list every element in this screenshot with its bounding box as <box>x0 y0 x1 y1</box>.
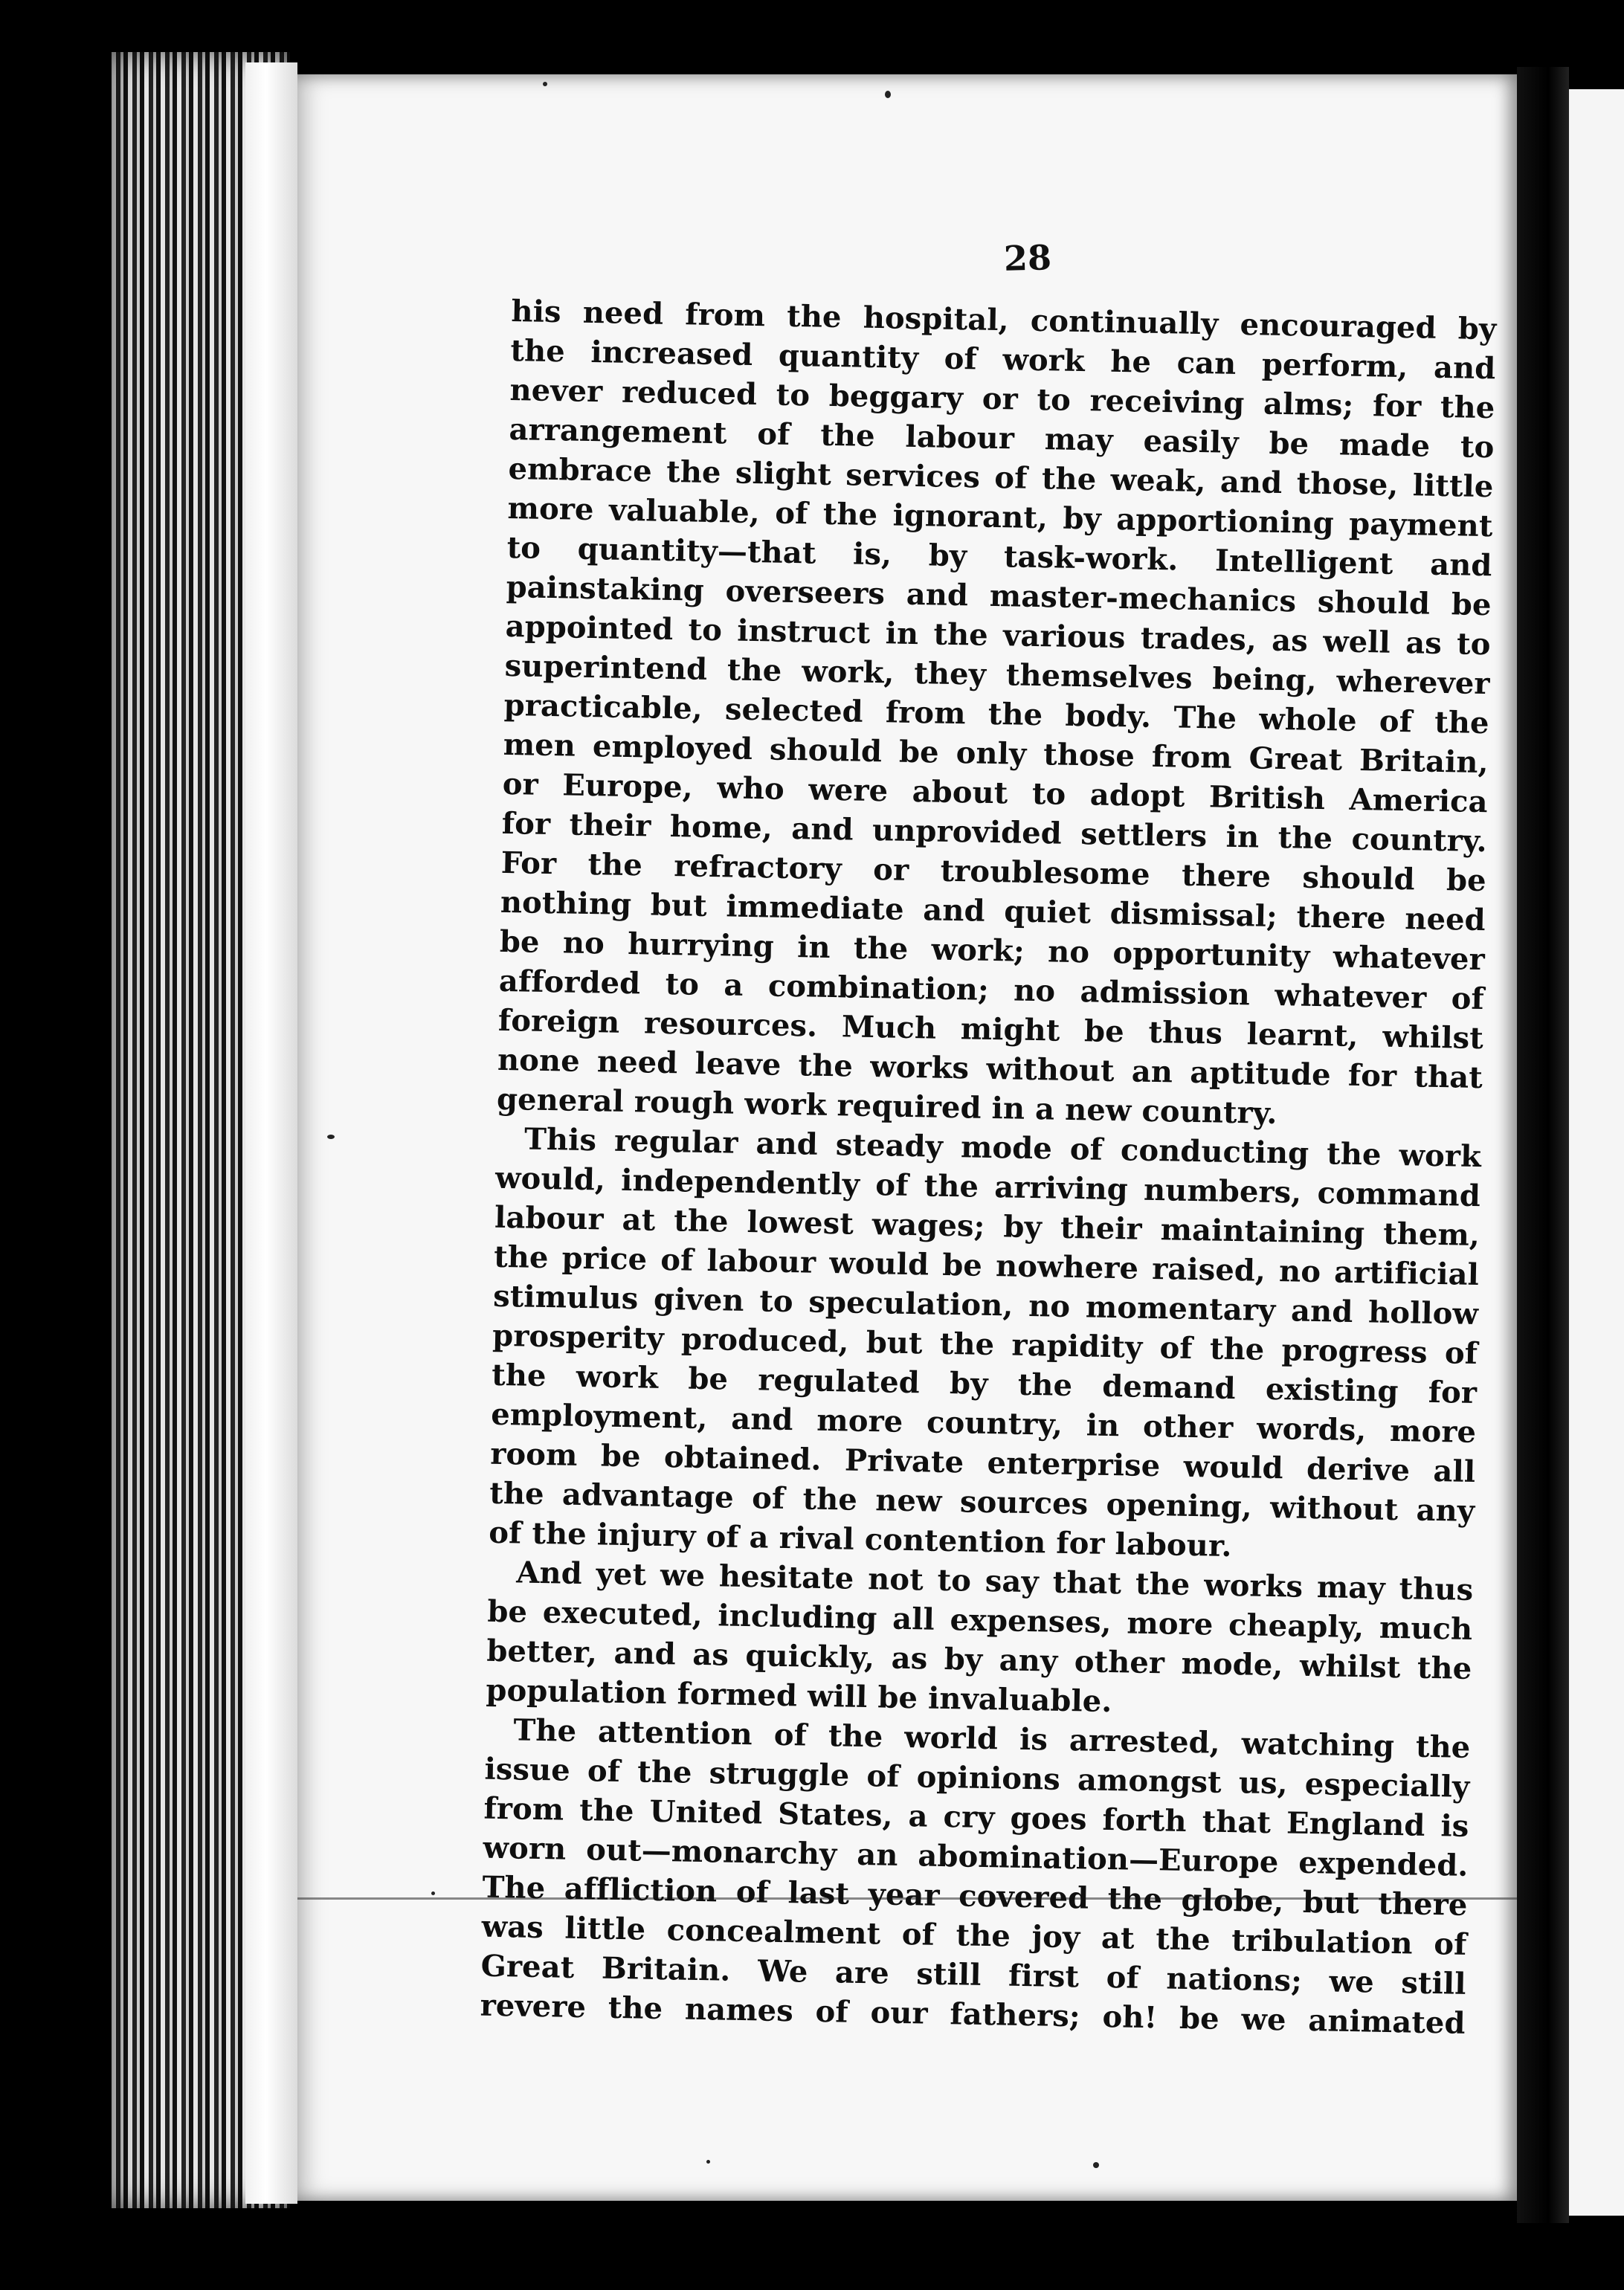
text-line: foreign resources. Much might be thus learnt, whilst <box>497 1002 1484 1057</box>
text-line: practicable, selected from the body. The whole of the <box>503 687 1490 741</box>
text-line: For the refractory or troublesome there should be <box>500 845 1487 899</box>
page-number: 28 <box>1003 237 1052 279</box>
text-line: embrace the slight services of the weak, and those, little <box>508 451 1494 505</box>
text-line: was little concealment of the joy at the tribulation of <box>481 1909 1467 1962</box>
speck <box>706 2160 710 2164</box>
text-line: appointed to instruct in the various trades, as well as to <box>505 608 1491 662</box>
text-line: for their home, and unprovided settlers in the country. <box>501 805 1488 859</box>
text-line: none need leave the works without an aptitude for that <box>497 1042 1483 1096</box>
body-text <box>480 291 1497 2043</box>
text-line: room be obtained. Private enterprise would derive all <box>489 1436 1476 1490</box>
text-line: employment, and more country, in other words, more <box>490 1396 1477 1451</box>
speck <box>431 1891 435 1895</box>
text-line: worn out—monarchy an abomination—Europe expended. <box>483 1830 1469 1883</box>
text-line: or Europe, who were about to adopt British America <box>502 766 1489 820</box>
text-line: revere the names of our fathers; oh! be we animated <box>480 1987 1466 2041</box>
text-line: superintend the work, they themselves being, wherever <box>504 648 1490 702</box>
text-line: better, and as quickly, as by any other mode, whilst the <box>486 1633 1472 1686</box>
text-line: men employed should be only those from Great Britain, <box>503 726 1489 781</box>
text-line: general rough work required in a new country. <box>496 1081 1278 1132</box>
text-line: painstaking overseers and master-mechanics should be <box>506 569 1492 623</box>
text-line: issue of the struggle of opinions amongst us, especially <box>484 1751 1470 1804</box>
page-edge-gutter <box>245 62 297 2204</box>
speck <box>885 91 891 98</box>
text-line: to quantity—that is, by task-work. Intelligent and <box>506 529 1492 584</box>
text-line: labour at the lowest wages; by their maintaining them, <box>494 1199 1480 1254</box>
speck <box>327 1135 335 1139</box>
text-line: his need from the hospital, continually encouraged by <box>511 293 1497 347</box>
speck <box>543 82 547 86</box>
text-line: This regular and steady mode of conducting the work <box>523 1121 1482 1175</box>
text-line: the increased quantity of work he can perform, and <box>510 332 1496 387</box>
text-line: stimulus given to speculation, no momentary and hollow <box>492 1278 1479 1332</box>
next-page-edge <box>1569 89 1624 2216</box>
text-line: The affliction of last year covered the globe, but there <box>482 1869 1468 1923</box>
text-line: be no hurrying in the work; no opportunity whatever <box>499 923 1486 978</box>
text-line: The attention of the world is arrested, watching the <box>513 1712 1471 1765</box>
text-line: Great Britain. We are still first of nations; we still <box>480 1948 1466 2002</box>
text-line: would, independently of the arriving numbers, command <box>494 1160 1481 1214</box>
text-line: afforded to a combination; no admission whatever of <box>498 963 1485 1017</box>
text-line: arrangement of the labour may easily be made to <box>509 411 1495 465</box>
text-line: nothing but immediate and quiet dismissal; there need <box>500 884 1486 938</box>
text-line: the advantage of the new sources opening, without any <box>489 1475 1475 1529</box>
speck <box>1093 2162 1099 2168</box>
text-line: And yet we hesitate not to say that the works may thus <box>515 1555 1474 1607</box>
text-line: be executed, including all expenses, more cheaply, much <box>487 1593 1473 1647</box>
text-line: of the injury of a rival contention for labour. <box>488 1515 1232 1564</box>
text-line: never reduced to beggary or to receiving alms; for the <box>509 372 1495 426</box>
text-line: more valuable, of the ignorant, by apportioning payment <box>507 490 1493 544</box>
text-line: prosperity produced, but the rapidity of the progress of <box>492 1317 1478 1372</box>
text-line: population formed will be invaluable. <box>486 1672 1112 1720</box>
text-line: from the United States, a cry goes forth that England is <box>483 1790 1469 1844</box>
binding-gutter <box>1517 67 1569 2223</box>
text-line: the work be regulated by the demand existing for <box>491 1357 1478 1411</box>
text-line: the price of labour would be nowhere raised, no artificial <box>493 1239 1480 1293</box>
